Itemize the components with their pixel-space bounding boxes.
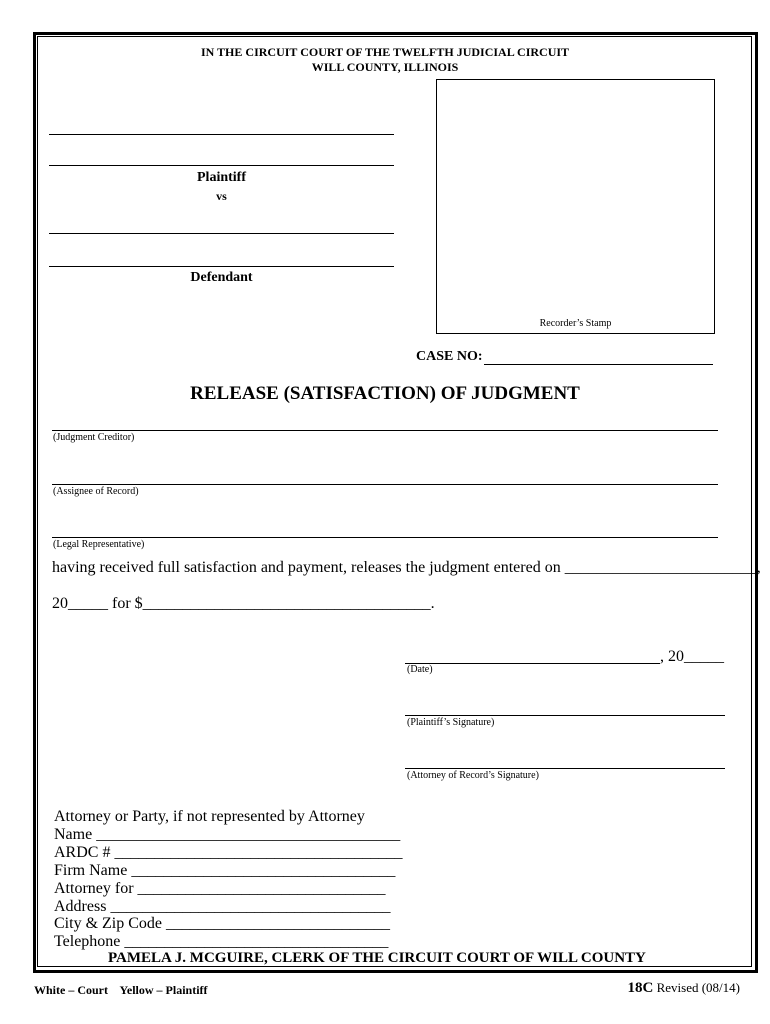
ardc-field[interactable]: ARDC # ____________________________________	[54, 844, 403, 861]
judgment-creditor-label: (Judgment Creditor)	[53, 432, 135, 443]
case-no-field[interactable]	[484, 364, 713, 365]
amount-statement: 20_____ for $____________________________________.	[52, 595, 435, 612]
defendant-label: Defendant	[190, 270, 253, 285]
document-title: RELEASE (SATISFACTION) OF JUDGMENT	[190, 383, 580, 404]
court-heading: IN THE CIRCUIT COURT OF THE TWELFTH JUDICIAL CIRCUIT	[200, 45, 570, 59]
assignee-label: (Assignee of Record)	[53, 486, 139, 497]
date-label: (Date)	[407, 664, 433, 675]
attorney-block-heading: Attorney or Party, if not represented by Attorney	[54, 808, 365, 825]
attorney-name-field[interactable]: Name ______________________________________	[54, 826, 401, 843]
address-field[interactable]: Address ___________________________________	[54, 898, 391, 915]
defendant-line-2[interactable]	[49, 266, 394, 267]
plaintiff-label: Plaintiff	[197, 170, 246, 185]
plaintiff-signature-label: (Plaintiff’s Signature)	[407, 717, 495, 728]
recorders-stamp-box	[436, 79, 715, 334]
plaintiff-line-2[interactable]	[49, 165, 394, 166]
attorney-signature-label: (Attorney of Record’s Signature)	[407, 770, 539, 781]
recorders-stamp-label: Recorder’s Stamp	[539, 318, 612, 329]
attorney-signature-field[interactable]	[405, 768, 725, 769]
revised-date: Revised (08/14)	[653, 980, 740, 995]
attorney-for-field[interactable]: Attorney for _______________________________	[54, 880, 386, 897]
plaintiff-signature-field[interactable]	[405, 715, 725, 716]
legal-representative-field[interactable]	[52, 537, 718, 538]
date-field[interactable]	[405, 663, 660, 664]
firm-name-field[interactable]: Firm Name _________________________________	[54, 862, 396, 879]
judgment-creditor-field[interactable]	[52, 430, 718, 431]
city-zip-field[interactable]: City & Zip Code ____________________________	[54, 915, 390, 932]
defendant-line-1[interactable]	[49, 233, 394, 234]
clerk-name: PAMELA J. MCGUIRE, CLERK OF THE CIRCUIT COURT OF WILL COUNTY	[108, 950, 646, 966]
assignee-field[interactable]	[52, 484, 718, 485]
date-year-suffix: , 20_____	[660, 648, 724, 665]
satisfaction-statement: having received full satisfaction and payment, releases the judgment entered on ________________________,	[52, 559, 761, 576]
legal-representative-label: (Legal Representative)	[53, 539, 145, 550]
form-revision	[628, 980, 741, 997]
case-no-label: CASE NO:	[416, 349, 483, 364]
form-number: 18C	[627, 980, 654, 996]
vs-label: vs	[216, 189, 227, 203]
county-heading: WILL COUNTY, ILLINOIS	[311, 60, 459, 74]
copy-distribution: White – Court Yellow – Plaintiff	[34, 983, 208, 997]
plaintiff-line-1[interactable]	[49, 134, 394, 135]
telephone-field[interactable]: Telephone _________________________________	[54, 933, 389, 950]
